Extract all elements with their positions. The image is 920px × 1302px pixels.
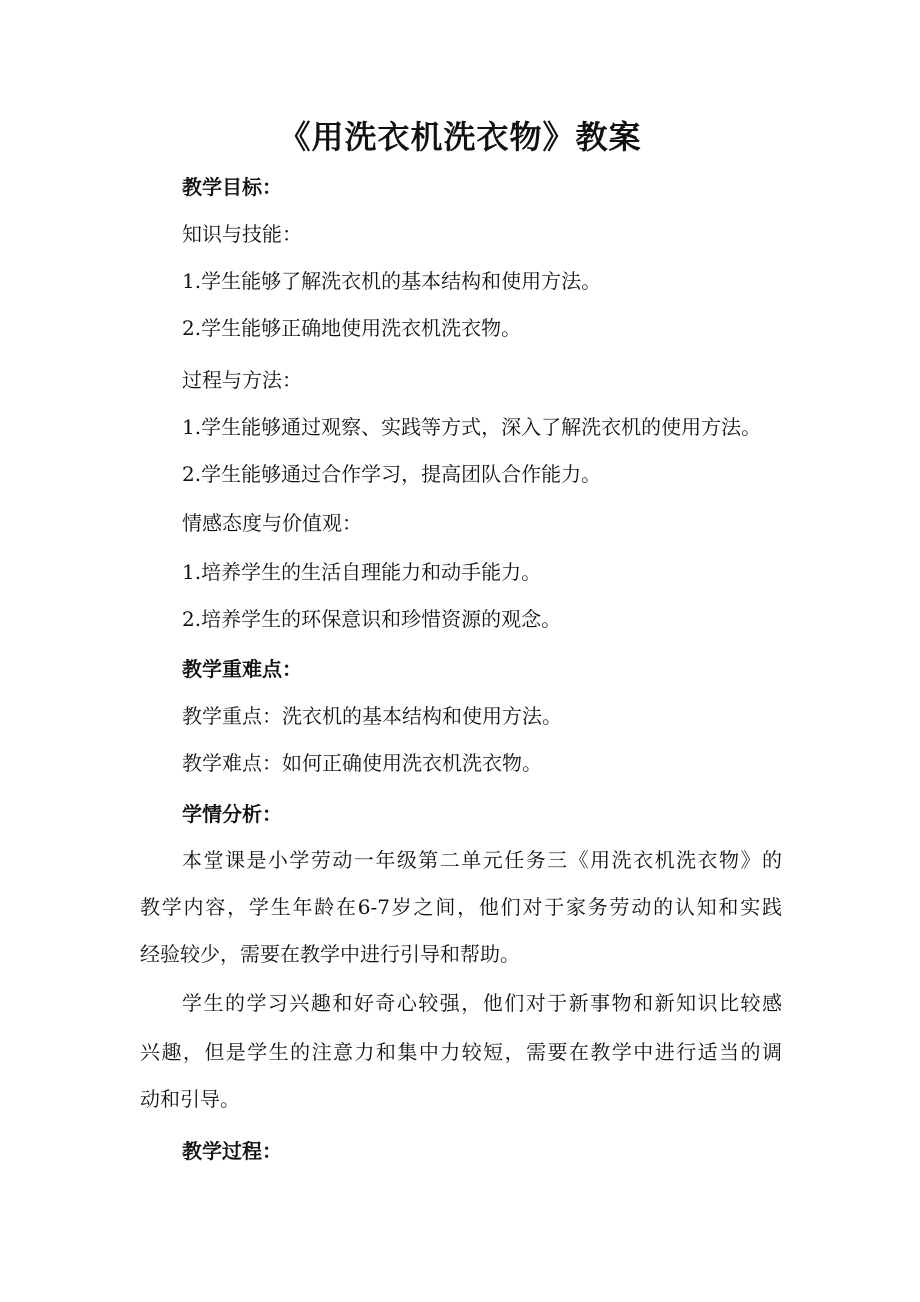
key-difficulty: 教学难点：如何正确使用洗衣机洗衣物。 [182,751,542,775]
page-title: 《用洗衣机洗衣物》教案 [278,118,642,156]
subheading-process: 过程与方法： [182,368,302,392]
analysis-para2-line2: 兴趣，但是学生的注意力和集中力较短，需要在教学中进行适当的调 [140,1040,782,1064]
section-heading-goals: 教学目标： [182,175,282,199]
process-item-1: 1.学生能够通过观察、实践等方式，深入了解洗衣机的使用方法。 [182,415,762,439]
analysis-para2-line3: 动和引导。 [140,1087,240,1111]
section-heading-key-points: 教学重难点： [182,657,302,681]
emotion-item-1: 1.培养学生的生活自理能力和动手能力。 [182,560,542,584]
knowledge-item-1: 1.学生能够了解洗衣机的基本结构和使用方法。 [182,269,602,293]
analysis-para2-line1: 学生的学习兴趣和好奇心较强，他们对于新事物和新知识比较感 [182,991,782,1015]
analysis-para1-line2: 教学内容，学生年龄在6-7岁之间，他们对于家务劳动的认知和实践 [140,895,782,919]
analysis-para1-line1: 本堂课是小学劳动一年级第二单元任务三《用洗衣机洗衣物》的 [182,848,782,872]
section-heading-process: 教学过程： [182,1139,282,1163]
key-focus: 教学重点：洗衣机的基本结构和使用方法。 [182,704,562,728]
subheading-knowledge: 知识与技能： [182,222,302,246]
process-item-2: 2.学生能够通过合作学习，提高团队合作能力。 [182,462,602,486]
section-heading-analysis: 学情分析： [182,802,282,826]
analysis-para1-line3: 经验较少，需要在教学中进行引导和帮助。 [140,942,520,966]
knowledge-item-2: 2.学生能够正确地使用洗衣机洗衣物。 [182,316,522,340]
emotion-item-2: 2.培养学生的环保意识和珍惜资源的观念。 [182,607,562,631]
subheading-emotion: 情感态度与价值观： [182,511,362,535]
